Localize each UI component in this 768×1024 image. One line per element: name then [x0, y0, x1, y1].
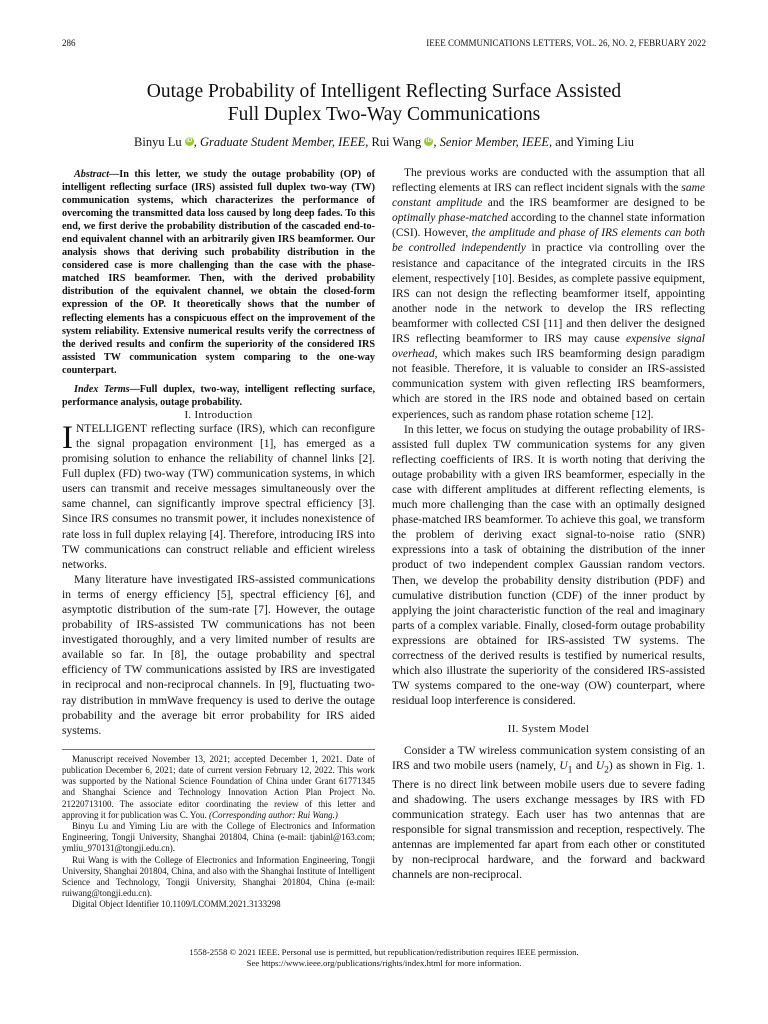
text-run: ) as shown in Fig. 1. There is no direct link between mobile users due to severe fading and shadowing. The users exchange messages by IRS with FD communication strategy. Each user has two antennas that are responsible for signal transmission and reception, respectively. The antennas are implemented far apart from each other or constituted by non-reciprocal hardware, and the forward and backward channels are non-reciprocal. — [392, 760, 705, 882]
author-1-name: Binyu Lu — [134, 135, 182, 149]
user-subscript: 1 — [567, 764, 573, 776]
text-run: in practice via controlling over the resistance and capacitance of the integrated circuits in the IRS element, respectively [10]. Besides, as complete passive equipment, IRS can not design the reflecting beamformer itself, appointing another node in the network to develop the IRS reflecting beamformer with collected CSI [11] and then deliver the designed IRS reflecting beamformer to IRS may cause — [392, 242, 705, 346]
footnote-manuscript — [62, 754, 375, 821]
author-list — [40, 135, 728, 150]
emphasis-text: expensive signal overhead — [392, 333, 705, 361]
running-header — [62, 38, 706, 48]
emphasis-text: the amplitude and phase of IRS elements can both be controlled independently — [392, 227, 705, 255]
text-run: and the IRS beamformer are designed to be — [482, 197, 705, 210]
right-paragraph-1 — [392, 166, 705, 423]
footnote-affiliation-2: Rui Wang is with the College of Electronics and Information Engineering, Tongji University, Shanghai 201804, China, and also with the Shanghai Institute of Intelligent Science and Technology, Tongji University, Shanghai 201804, China (e-mail: ruiwang@tongji.edu.cn). — [62, 854, 375, 899]
footnote-rule — [62, 749, 375, 750]
user-subscript: 2 — [604, 764, 609, 776]
right-column — [392, 166, 705, 884]
footnote-affiliation-1: Binyu Lu and Yiming Liu are with the College of Electronics and Information Engineering, Tongji University, Shanghai 201804, China (e-mail: tjabinl@163.com; ymliu_970131@tongji.edu.cn). — [62, 821, 375, 854]
right-paragraph-2: In this letter, we focus on studying the outage probability of IRS-assisted full duplex TW communication systems for any given reflecting coefficients of IRS. It is worth noting that deriving the outage probability with a given IRS beamformer, especially in the case with different amplitudes at different reflecting elements, is much more challenging than the case with an optimally designed phase-matched IRS beamformer. To achieve this goal, we transform the problem of deriving exact signal-to-noise ratio (SNR) expressions into a task of obtaining the distribution of the inner product of two independent complex Gaussian random vectors. Then, we develop the probability density distribution (PDF) and cumulative distribution function (CDF) of the inner product by applying the joint characteristic function of the real and imaginary parts of a complex variable. Finally, closed-form outage probability expressions are obtained for IRS-assisted TW systems. The correctness of the derived results is testified by numerical results, which also illustrate the superiority of the considered IRS-assisted TW systems compared to the one-way (OW) counterpart, where residual loop interference is considered. — [392, 423, 705, 708]
emphasis-text: same constant amplitude — [392, 182, 705, 210]
title-line-1: Outage Probability of Intelligent Reflecting Surface Assisted — [146, 81, 622, 102]
title-line-2: Full Duplex Two-Way Communications — [227, 104, 541, 125]
text-run: and — [572, 760, 596, 773]
author-1-role: , Graduate Student Member, IEEE — [193, 135, 366, 149]
intro-paragraph-1 — [62, 419, 375, 573]
emphasis-text: optimally phase-matched — [392, 212, 508, 225]
footnote-corresponding: (Corresponding author: Rui Wang.) — [209, 809, 338, 820]
text-run: The previous works are conducted with the assumption that all reflecting elements at IRS can reflect incident signals with the — [392, 167, 705, 195]
copyright-notice — [40, 947, 728, 969]
text-run: according to the channel state information (CSI). However, — [392, 212, 705, 240]
section-heading-introduction: I. Introduction — [184, 408, 253, 421]
journal-name: IEEE COMMUNICATIONS LETTERS, VOL. 26, NO. 2, FEBRUARY 2022 — [426, 38, 706, 48]
user-symbol: U — [595, 760, 605, 773]
index-terms — [62, 383, 375, 409]
footnote-manuscript-text: Manuscript received November 13, 2021; accepted December 1, 2021. Date of publication December 6, 2021; date of current version February 12, 2022. This work was supported by the National Science Foundation of China under Grant 61771345 and Shanghai Science and Technology Innovation Action Plan Project No. 21220713100. The associate editor coordinating the review of this letter and approving it for publication was C. You. — [62, 753, 375, 820]
index-terms-label: Index Terms — [74, 383, 130, 395]
intro-paragraph-2: Many literature have investigated IRS-assisted communications in terms of energy efficiency [5], spectral efficiency [6], and asymptotic distribution of the sum-rate [7]. However, the outage probability of IRS-assisted TW communications has not been investigated thoroughly, and a very limited number of results are available so far. In [8], the outage probability and spectral efficiency of TW communications assisted by IRS are investigated in reciprocal and non-reciprocal channels. In [9], fluctuating two-ray distribution in mmWave frequency is used to derive the outage probability and the average bit error probability for IRS aided systems. — [62, 573, 375, 737]
orcid-icon[interactable]: iD — [186, 138, 193, 144]
author-2-role: , Senior Member, IEEE — [433, 135, 550, 149]
author-3-name: , and Yiming Liu — [549, 135, 634, 149]
abstract — [62, 168, 375, 377]
copyright-line-1: 1558-2558 © 2021 IEEE. Personal use is permitted, but republication/redistribution requires IEEE permission. — [189, 947, 579, 957]
paper-title — [40, 80, 728, 126]
footnote-doi: Digital Object Identifier 10.1109/LCOMM.2021.3133298 — [72, 899, 281, 910]
intro-paragraph-1-text: NTELLIGENT reflecting surface (IRS), which can reconfigure the signal propagation environment [1], has emerged as a promising solution to enhance the reliability of channel links [2]. Full duplex (FD) two-way (TW) communication systems, in which users can transmit and receive messages simultaneously over the same channel, can significantly improve spectral efficiency [3]. Since IRS consumes no transmit power, it includes nonexistence of rate loss in full duplex relaying [4]. Therefore, introducing IRS into TW communications can construct reliable and efficient wireless networks. — [62, 422, 375, 571]
index-terms-text: —Full duplex, two-way, intelligent reflecting surface, performance analysis, outage probability. — [62, 383, 375, 408]
abstract-text: —In this letter, we study the outage probability (OP) of intelligent reflecting surface (IRS) assisted full duplex two-way (TW) communication systems, which characterizes the performance of overcoming the transmitted data loss caused by long deep fades. To this end, we first derive the probability distribution of the cascaded end-to-end equivalent channel with an arbitrarily given IRS beamformer. Our analysis shows that deriving such probability distribution in the considered case is more challenging than the case with the phase-matched IRS beamformer. Then, with the derived probability distribution of the equivalent channel, we obtain the closed-form expression of the OP. It theoretically shows that the number of reflecting elements has a conspicuous effect on the improvement of the system reliability. Extensive numerical results verify the correctness of the derived results and confirm the superiority of the considered IRS assisted TW communication system comparing to the one-way counterpart. — [62, 169, 375, 376]
author-2-name: , Rui Wang — [365, 135, 422, 149]
section-heading-system-model: II. System Model — [507, 723, 590, 736]
copyright-line-2[interactable]: See https://www.ieee.org/publications/rights/index.html for more information. — [246, 958, 522, 968]
text-run: Consider a TW wireless communication system consisting of an IRS and two mobile users (namely, — [392, 745, 705, 773]
drop-cap: I — [62, 419, 73, 456]
user-symbol: U — [559, 760, 568, 773]
abstract-label: Abstract — [74, 169, 110, 180]
orcid-icon[interactable]: iD — [425, 138, 432, 144]
page-number: 286 — [62, 38, 76, 48]
system-model-paragraph — [392, 744, 705, 883]
text-run: , which makes such IRS beamforming design paradigm not feasible. Therefore, it is valuable to consider an IRS-assisted communication system with given reflecting IRS beamformers, which are stored in the IRS node and obtained based on certain experiences, such as random phase rotation scheme [12]. — [392, 348, 705, 421]
left-column — [62, 168, 375, 911]
